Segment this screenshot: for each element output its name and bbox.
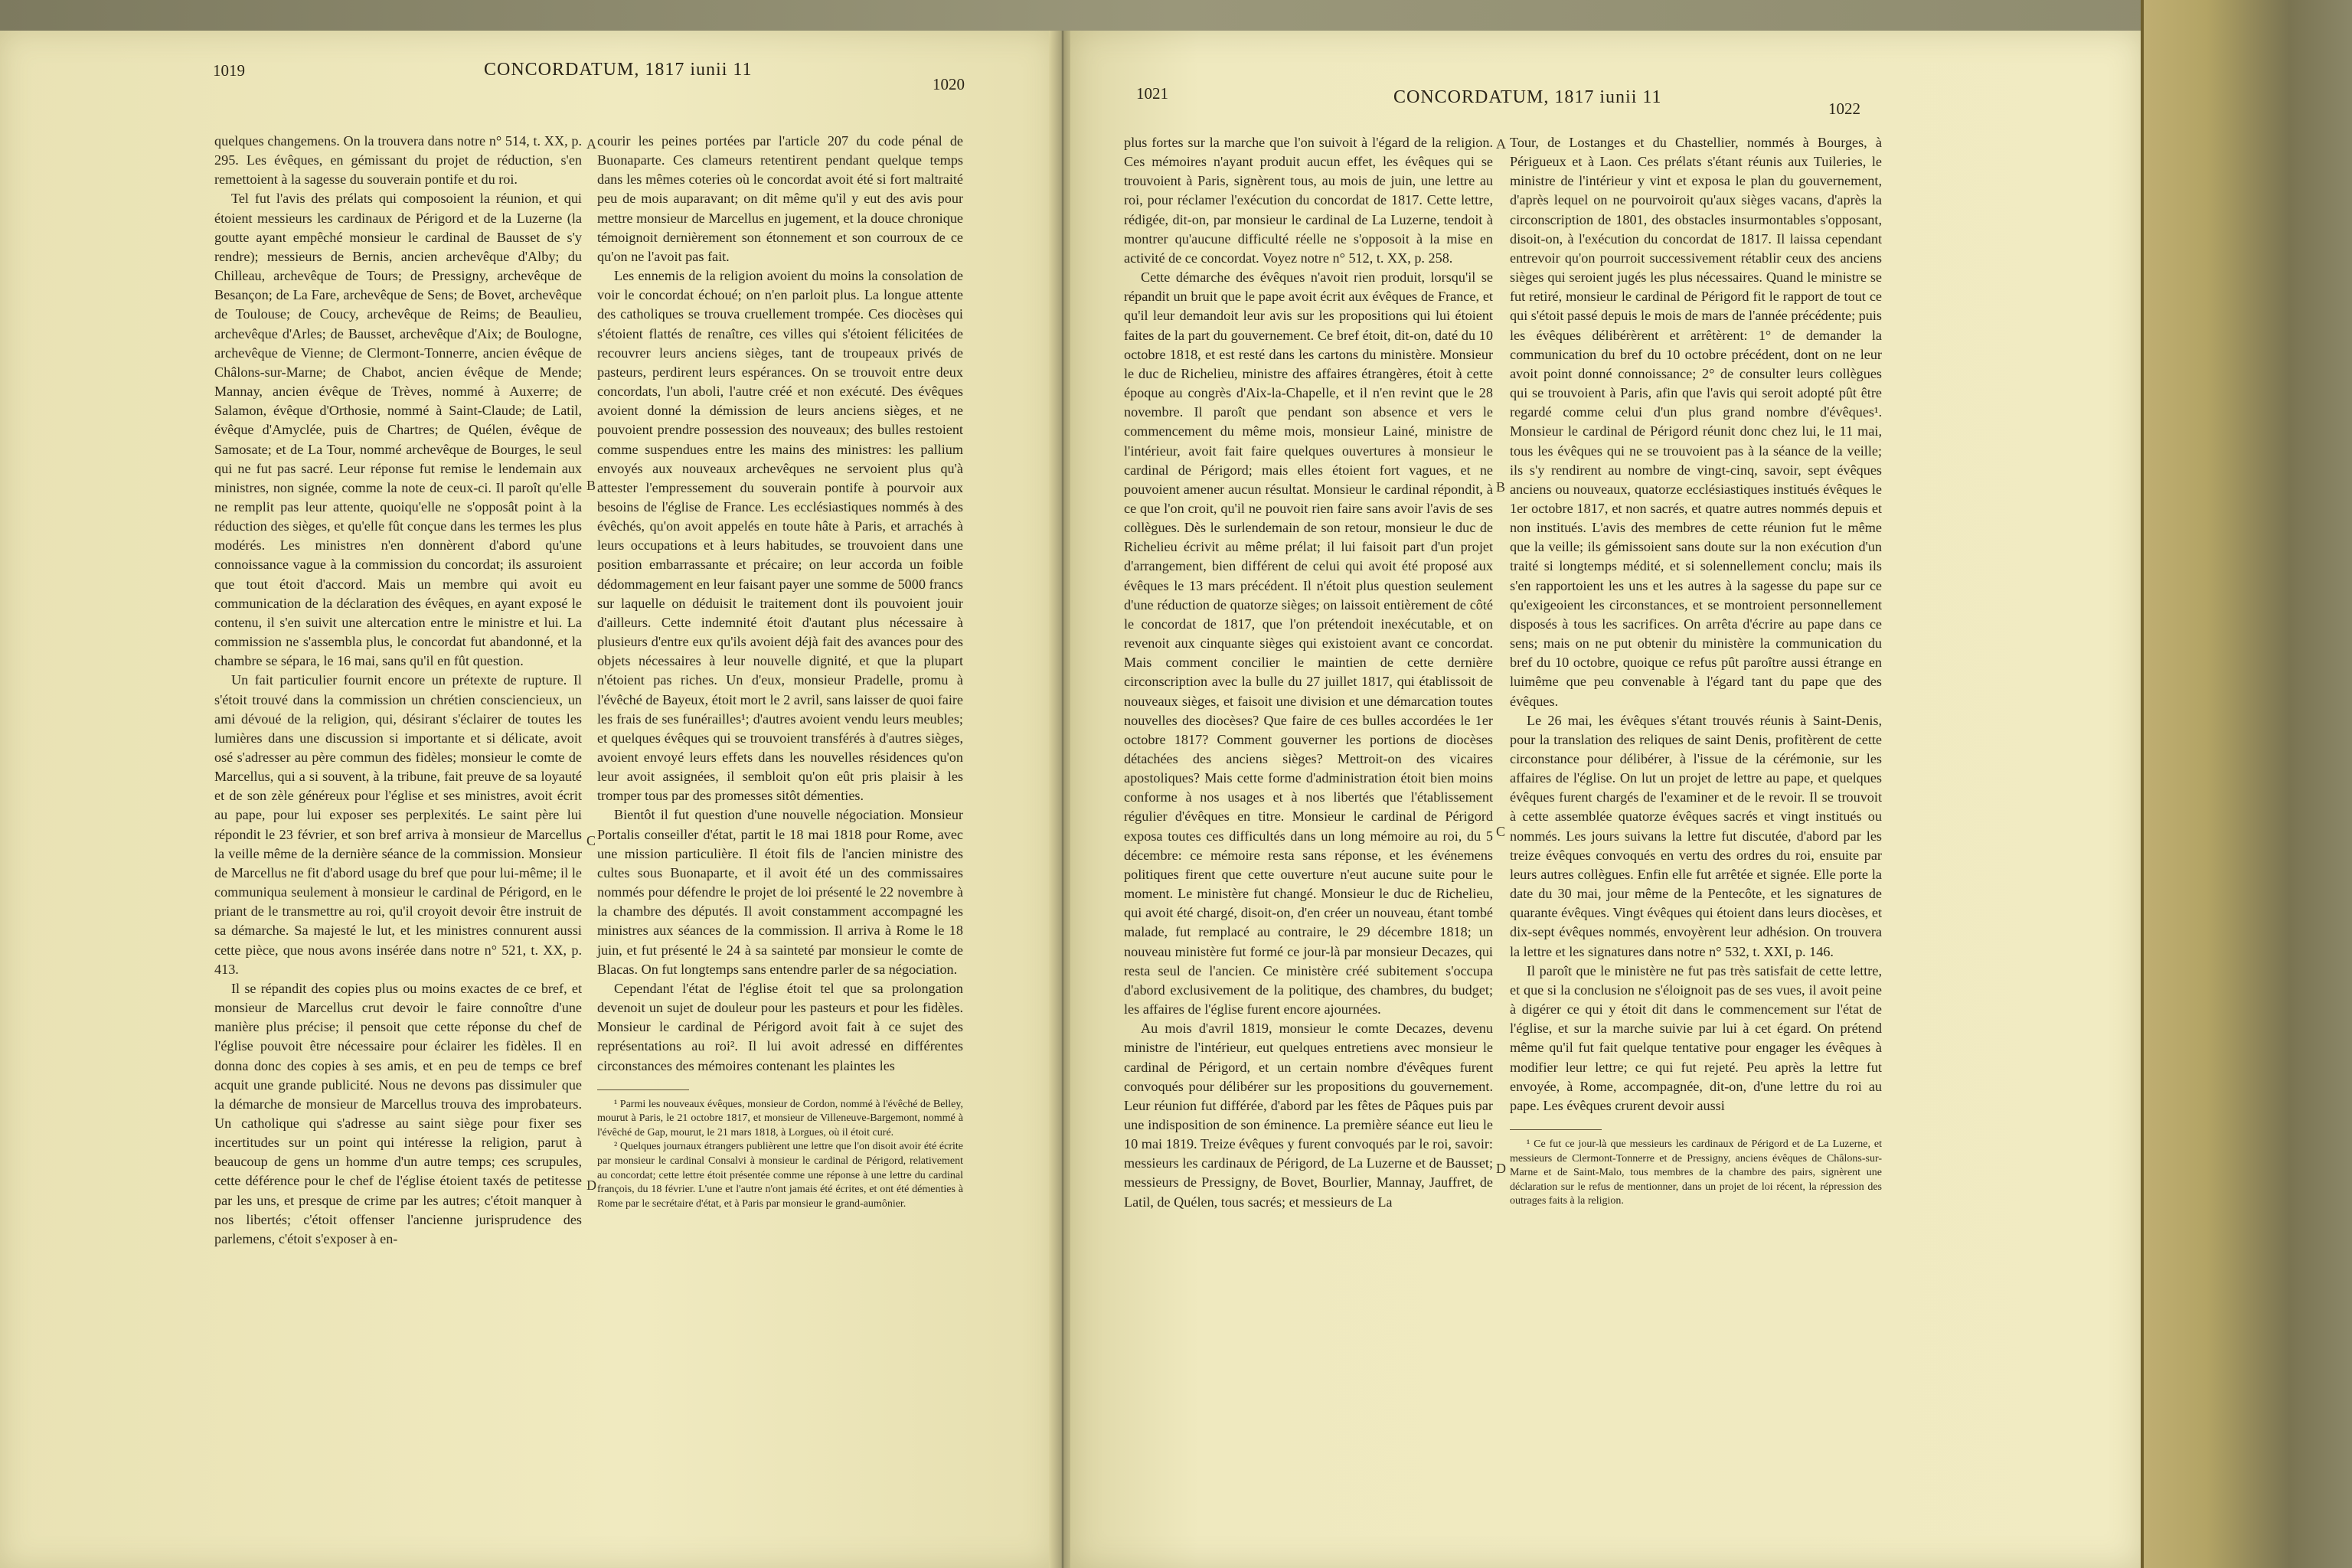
right-page bbox=[1070, 31, 2141, 1568]
paragraph: quelques changemens. On la trouvera dans notre n° 514, t. XX, p. 295. Les évêques, en gémissant du projet de réduction, s'en remettoient à la sagesse du souverain pontife et du roi. bbox=[214, 133, 582, 188]
margin-marker-c: C bbox=[586, 833, 596, 848]
paragraph: courir les peines portées par l'article 207 du code pénal de Buonaparte. Ces clameurs retentirent pendant quelque temps dans les mêmes coteries où le concordat avoit été si fort maltraité peu de mois auparavant; on dit même qu'il y eut des avis pour mettre monsieur de Marcellus en jugement, et la douce chronique témoignoit dernièrement son étonnement et son courroux de ce qu'on ne l'avoit pas fait. bbox=[597, 133, 963, 264]
margin-marker-b: B bbox=[586, 478, 596, 493]
page-number-1021: 1021 bbox=[1136, 84, 1168, 103]
paragraph: Le 26 mai, les évêques s'étant trouvés réunis à Saint-Denis, pour la translation des reliques de saint Denis, profitèrent de cette circonstance pour délibérer, à l'issue de la cérémonie, sur les affaires de l'église. On lut un projet de lettre au pape, et quelques évêques furent chargés de l'examiner et de le revoir. Il se trouvoit à cette assemblée quatorze évêques sacrés et vingt institués ou nommés. Les jours suivans la lettre fut discutée, d'abord par les treize évêques convoqués en vertu des ordres du roi, ensuite par leurs autres collègues. Enfin elle fut arrêtée et signée. Elle porte la date du 30 mai, jour même de la Pentecôte, et les signatures de quarante évêques. Vingt évêques qui étoient dans leurs diocèses, et dix-sept évêques nommés, envoyèrent leur adhésion. On trouvera la lettre et les signatures dans notre n° 532, t. XXI, p. 146. bbox=[1510, 712, 1882, 959]
page-number-1019: 1019 bbox=[213, 61, 245, 80]
left-page-column-2 bbox=[597, 132, 963, 1211]
paragraph: ² Quelques journaux étrangers publièrent une lettre que l'on disoit avoir été écrite par monsieur le cardinal Consalvi à monsieur le cardinal de Périgord, relativement au concordat; cette lettre étoit présentée comme une réponse à une lettre du cardinal françois, du 18 février. L'une et l'autre n'ont jamais été écrites, et ont été démenties à Rome par le secrétaire d'état, et à Paris par monsieur le grand-aumônier. bbox=[597, 1141, 963, 1210]
footnote-rule bbox=[597, 1089, 689, 1090]
left-column-2-text bbox=[597, 132, 963, 1076]
paragraph: Il se répandit des copies plus ou moins exactes de ce bref, et monsieur de Marcellus crut devoir le faire connoître d'une manière plus précise; il pensoit que cette réponse du chef de l'église pouvoit être nécessaire pour éclairer les fidèles. Il en donna donc des copies à ses amis, et en peu de temps ce bref acquit une grande publicité. Nous ne devons pas dissimuler que la démarche de monsieur de Marcellus trouva des improbateurs. Un catholique qui s'adresse au saint siège pour fixer ses incertitudes sur un point qui intéresse la religion, parut à beaucoup de gens un homme d'un autre temps; ces scrupules, cette déférence pour le chef de l'église étoient taxés de petitesse par les uns, et presque de crime par les autres; c'étoit manquer à nos libertés; c'étoit offenser l'ancienne jurisprudence des parlemens, c'étoit s'exposer à en- bbox=[214, 980, 582, 1246]
left-page bbox=[0, 31, 1055, 1568]
paragraph: Un fait particulier fournit encore un prétexte de rupture. Il s'étoit trouvé dans la commission un chrétien consciencieux, un ami dévoué de la religion, qui, désirant s'éclairer de toutes les lumières dans une discussion si importante et si délicate, avoit osé s'adresser au père commun des fidèles; monsieur le comte de Marcellus, qui a si souvent, à la tribune, fait preuve de sa loyauté et de son zèle généreux pour l'église et ses ministres, avoit écrit au pape, pour lui exposer ses perplexités. Le saint père lui répondit le 23 février, et son bref arriva à monsieur de Marcellus la veille même de la dernière séance de la commission. Monsieur de Marcellus ne fit d'abord usage du bref que pour lui-même; il le communiqua seulement à monsieur le cardinal de Périgord, en le priant de le transmettre au roi, qu'il croyoit devoir être instruit de sa démarche. Sa majesté le lut, et les ministres connurent aussi cette pièce, que nous avons insérée dans notre n° 521, t. XX, p. 413. bbox=[214, 672, 582, 977]
margin-marker-c: C bbox=[1496, 824, 1506, 839]
footnote-rule bbox=[1510, 1129, 1602, 1130]
right-page-column-2 bbox=[1510, 133, 1882, 1209]
page-number-1020: 1020 bbox=[933, 75, 965, 93]
paragraph: plus fortes sur la marche que l'on suivoit à l'égard de la religion. Ces mémoires n'ayant produit aucun effet, les évêques qui se trouvoient à Paris, signèrent tous, au mois de juin, une lettre au roi, pour réclamer l'exécution du concordat de 1817. Cette lettre, rédigée, dit-on, par monsieur le cardinal de La Luzerne, tendoit à montrer qu'aucune difficulté réelle ne s'opposoit à la mise en activité de ce concordat. Voyez notre n° 512, t. XX, p. 258. bbox=[1124, 135, 1493, 266]
margin-marker-a: A bbox=[586, 136, 596, 152]
paragraph: Au mois d'avril 1819, monsieur le comte Decazes, devenu ministre de l'intérieur, eut quelques entretiens avec monsieur le cardinal de Périgord, et un certain nombre d'évêques furent convoqués pour délibérer sur les propositions du gouvernement. Leur réunion fut différée, d'abord par les fêtes de Pâques puis par une indisposition de son éminence. La première séance eut lieu le 10 mai 1819. Treize évêques y furent convoqués par le roi, savoir: messieurs les cardinaux de Périgord, de La Luzerne et de Bausset; messieurs de Pressigny, de Bovet, Bourlier, Mannay, Jauffret, de Latil, de Quélen, tous sacrés; et messieurs de La bbox=[1124, 1021, 1493, 1210]
paragraph: ¹ Parmi les nouveaux évêques, monsieur de Cordon, nommé à l'évêché de Belley, mourut à Paris, le 21 octobre 1817, et monsieur de Villeneuve-Bargemont, nommé à l'évêché de Gap, mourut, le 21 mars 1818, à Lorgues, où il étoit curé. bbox=[597, 1098, 963, 1138]
margin-marker-d: D bbox=[1496, 1161, 1506, 1176]
paragraph: Bientôt il fut question d'une nouvelle négociation. Monsieur Portalis conseiller d'état, partit le 18 mai 1818 pour Rome, avec une mission particulière. Il étoit fils de l'ancien ministre des cultes sous Buonaparte, et il avoit été un des commissaires nommés pour défendre le projet de loi présenté le 22 novembre à la chambre des députés. Il avoit constamment accompagné les ministres aux séances de la commission. Il arriva à Rome le 18 juin, et fut présenté le 24 à sa sainteté par monsieur le comte de Blacas. On fut longtemps sans entendre parler de sa négociation. bbox=[597, 807, 963, 977]
paragraph: Il paroît que le ministère ne fut pas très satisfait de cette lettre, et que si la conclusion ne s'éloignoit pas de ses vues, il avoit peine à digérer ce qui y étoit dit dans le commencement sur l'état de l'église, et sur la marche suivie par lui à cet égard. On prétend même qu'il fut fait quelque tentative pour engager les évêques à modifier leur lettre; ce qui fut rejeté. Peu après la lettre fut envoyée, à Rome, accompagnée, dit-on, d'une lettre du roi au pape. Les évêques crurent devoir aussi bbox=[1510, 962, 1882, 1113]
right-page-footnotes bbox=[1510, 1138, 1882, 1209]
paragraph: ¹ Ce fut ce jour-là que messieurs les cardinaux de Périgord et de La Luzerne, et messieurs de Clermont-Tonnerre et de Pressigny, anciens évêques de Châlons-sur-Marne et de Saint-Malo, tous membres de la chambre des pairs, signèrent une déclaration sur le refus de mentionner, dans un projet de loi récent, la répression des outrages faits à la religion. bbox=[1510, 1138, 1882, 1207]
running-header-right: CONCORDATUM, 1817 iunii 11 bbox=[1393, 87, 1662, 107]
running-header-left: CONCORDATUM, 1817 iunii 11 bbox=[484, 60, 753, 80]
right-page-column-1 bbox=[1124, 133, 1493, 1212]
margin-marker-a: A bbox=[1496, 136, 1506, 152]
paragraph: Cependant l'état de l'église étoit tel que sa prolongation devenoit un sujet de douleur pour les pasteurs et pour les fidèles. Monsieur le cardinal de Périgord avoit fait à ce sujet des représentations au roi². Il lui avoit adressé en différentes circonstances des mémoires contenant les plaintes les bbox=[597, 980, 963, 1073]
paragraph: Tour, de Lostanges et du Chastellier, nommés à Bourges, à Périgueux et à Laon. Ces prélats s'étant réunis aux Tuileries, le ministre de l'intérieur y vint et exposa le plan du gouvernement, d'après lequel on ne pourvoiroit qu'aux sièges vacans, d'après la circonscription de 1801, des obstacles insurmontables s'opposant, disoit-on, à l'exécution du concordat de 1817. Il laissa cependant entrevoir qu'on pourroit successivement rétablir ceux des anciens sièges qui seroient jugés les plus nécessaires. Quand le ministre se fut retiré, monsieur le cardinal de Périgord fit le rapport de tout ce qui s'étoit passé depuis le mois de mars de l'année précédente; puis les évêques délibérèrent et arrêtèrent: 1° de demander la communication du bref du 10 octobre précédent, dont on ne leur avoit point donné connoissance; 2° de consulter leurs collègues qui se trouvoient à Paris, afin que l'avis qui seroit adopté pût être regardé comme celui d'un plus grand nombre d'évêques¹. Monsieur le cardinal de Périgord réunit donc chez lui, le 11 mai, tous les évêques qui ne se trouvoient pas à la séance de la veille; ils s'y rendirent au nombre de vingt-cinq, savoir, sept évêques anciens ou nouveaux, quatorze ecclésiastiques institués évêques le 1er octobre 1817, et non sacrés, et quatre autres nommés depuis et non institués. L'avis des membres de cette réunion fut le même que la veille; ils gémissoient sans doute sur la non exécution d'un traité si longtemps médité, et si solennellement conclu; mais ils s'en rapportoient les uns et les autres à la sagesse du pape sur ce qu'exigeoient les circonstances, et se montroient personnellement disposés à tous les sacrifices. On arrêta d'écrire au pape dans ce sens; mais on ne put obtenir du ministère la communication du bref du 10 octobre, quoique ce refus pût paroître aussi étrange en luimême que peu convenable à l'égard tant du pape que des évêques. bbox=[1510, 135, 1882, 709]
paragraph: Tel fut l'avis des prélats qui composoient la réunion, et qui étoient messieurs les cardinaux de Périgord et de la Luzerne (la goutte ayant empêché monsieur le cardinal de Bausset de s'y rendre); messieurs de Bernis, ancien archevêque d'Alby; du Chilleau, archevêque de Tours; de Pressigny, archevêque de Besançon; de La Fare, archevêque de Sens; de Bovet, archevêque de Toulouse; de Coucy, archevêque de Reims; de Beaulieu, archevêque d'Arles; de Bausset, archevêque d'Aix; de Boulogne, archevêque de Vienne; de Clermont-Tonnerre, ancien évêque de Châlons-sur-Marne; de Chabot, ancien évêque de Mende; Mannay, ancien évêque de Trèves, nommé à Auxerre; de Salamon, évêque d'Orthosie, nommé à Saint-Claude; de Latil, évêque d'Amyclée, puis de Chartres; de Quélen, évêque de Samosate; et de La Tour, nommé archevêque de Bourges, le seul qui ne fut pas sacré. Leur réponse fut remise le lendemain aux ministres, non signée, comme la note de ceux-ci. Il paroît qu'elle ne remplit pas leur attente, quoiqu'elle ne s'opposât point à la réduction des sièges, et qu'elle fût conçue dans les termes les plus modérés. Les ministres n'en donnèrent d'abord qu'une connoissance vague à la commission du concordat; ils assuroient que tout étoit d'accord. Mais un membre qui avoit eu communication de la déclaration des évêques, en ayant exposé le contenu, il s'en suivit une altercation entre le ministre et lui. La commission ne s'assembla plus, le concordat fut abandonné, et la chambre se sépara, le 16 mai, sans qu'il en fût question. bbox=[214, 191, 582, 669]
page-number-1022: 1022 bbox=[1828, 100, 1860, 118]
margin-marker-d: D bbox=[586, 1178, 596, 1193]
left-page-footnotes bbox=[597, 1098, 963, 1212]
book-page-edges bbox=[2144, 0, 2352, 1568]
right-column-2-text bbox=[1510, 133, 1882, 1116]
margin-marker-b: B bbox=[1496, 479, 1506, 495]
paragraph: Cette démarche des évêques n'avoit rien produit, lorsqu'il se répandit un bruit que le pape avoit écrit aux évêques de France, et qu'il leur demandoit leur avis sur les propositions qui lui étoient faites de la part du gouvernement. Ce bref étoit, dit-on, daté du 10 octobre 1818, et est resté dans les cartons du ministère. Monsieur le duc de Richelieu, ministre des affaires étrangères, étoit à cette époque au congrès d'Aix-la-Chapelle, et il n'en revint que le 28 novembre. Il paroît que pendant son absence et vers le commencement du même mois, monsieur Lainé, ministre de l'intérieur, avoit fait faire quelques ouvertures à monsieur le cardinal de Périgord; mais elles étoient fort vagues, et ne pouvoient amener aucun résultat. Monsieur le cardinal répondit, à ce que l'on croit, qu'il ne pouvoit rien faire sans avoir l'avis de ses collègues. Dès le surlendemain de son retour, monsieur le duc de Richelieu écrivit au même prélat; il lui faisoit part d'un projet d'arrangement, bien différent de celui qui avoit été proposé aux évêques le 13 mars précédent. Il n'étoit plus question seulement d'une réduction de quatorze sièges; on laissoit entièrement de côté le concordat de 1817, que l'on prétendoit inexécutable, et on revenoit aux cinquante sièges qui existoient avant ce concordat. Mais comment concilier le maintien de cette dernière circonscription avec la bulle du 27 juillet 1817, qui établissoit de nouveaux sièges, et faisoit une division et une démarcation toutes nouvelles des diocèses? Que faire de ces bulles accordées le 1er octobre 1817? Comment gouverner les portions de diocèses détachées des anciens sièges? Mettroit-on des vicaires apostoliques? Mais cette forme d'administration étoit bien moins conforme à nos usages et à nos libertés que l'établissement régulier d'évêques en titre. Monsieur le cardinal de Périgord exposa toutes ces difficultés dans un long mémoire au roi, du 5 décembre: ce mémoire resta sans réponse, et les événemens politiques firent que cette ouverture n'eut aucune suite pour le moment. Le ministère fut changé. Monsieur le duc de Richelieu, qui avoit été chargé, disoit-on, d'en créer un nouveau, étant tombé malade, fut remplacé au contraire, le 29 décembre 1818; un nouveau ministère fut formé ce jour-là par monsieur Decazes, qui resta seul de l'ancien. Ce ministère créé subitement s'occupa d'abord exclusivement de la politique, des chambres, du budget; les affaires de l'église furent encore ajournées. bbox=[1124, 270, 1493, 1018]
paragraph: Les ennemis de la religion avoient du moins la consolation de voir le concordat échoué; on n'en parloit plus. La longue attente des catholiques se trouva cruellement trompée. Ces diocèses qui s'étoient flattés de renaître, ces villes qui s'étoient félicitées de recouvrer leurs anciens sièges, tant de troupeaux privés de pasteurs, perdirent leurs espérances. On se trouvoit entre deux concordats, l'un aboli, l'autre créé et non exécuté. Des évêques avoient donné la démission de leurs anciens sièges, et ne pouvoient prendre possession des nouveaux; des bulles restoient comme suspendues entre les mains des ministres: les pallium envoyés aux nouveaux archevêques ne servoient plus qu'à attester l'empressement du souverain pontife à pourvoir aux besoins de l'église de France. Les ecclésiastiques nommés à des évêchés, qu'on avoit appelés en toute hâte à Paris, et arrachés à leurs occupations et à leurs habitudes, se trouvoient dans une position embarrassante et précaire; on leur accorda un foible dédommagement en leur faisant payer une somme de 5000 francs sur laquelle on déduisit le traitement dont ils pouvoient jouir d'ailleurs. Cette indemnité étoit d'autant plus nécessaire à plusieurs d'entre eux qu'ils avoient déjà fait des avances pour des objets nécessaires à leur nouvelle dignité, et que la plupart n'étoient pas riches. Un d'eux, monsieur Pradelle, promu à l'évêché de Bayeux, étoit mort le 2 avril, sans laisser de quoi faire les frais de ses funérailles¹; d'autres avoient vendu leurs meubles; et quelques évêques qui se trouvoient transférés à d'autres sièges, avoient envoyé leurs effets dans les nouvelles résidences qu'on leur avoit assignées, il sembloit qu'on eût pris plaisir à les tromper tous par des promesses sitôt démenties. bbox=[597, 268, 964, 804]
left-page-column-1 bbox=[214, 132, 582, 1249]
